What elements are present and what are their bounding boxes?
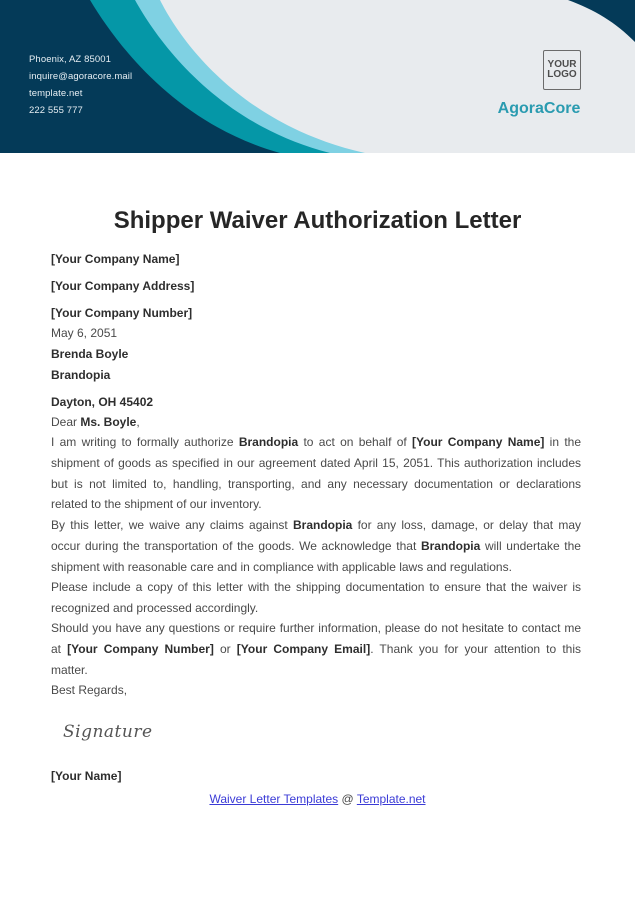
text: to act on behalf of	[298, 435, 412, 449]
text: will undertake the shipment with reasonable care and in compliance with applicable laws and regulations.	[51, 538, 581, 574]
logo-placeholder	[543, 50, 581, 90]
text: I am writing to formally authorize	[51, 435, 239, 449]
paragraph-instructions: Please include a copy of this letter with the shipping documentation to ensure that the waiver is recognized and processed accordingly.	[51, 580, 581, 615]
brand-name: AgoraCore	[497, 100, 581, 117]
footer-separator: @	[338, 792, 357, 806]
letter-title: Shipper Waiver Authorization Letter	[113, 207, 522, 234]
letterhead	[0, 0, 635, 153]
text-bold: Brandopia	[292, 518, 353, 532]
salutation-name: Ms. Boyle	[80, 415, 137, 429]
recipient-name: Brenda Boyle	[51, 347, 129, 361]
contact-email: inquire@agoracore.mail	[29, 71, 133, 82]
logo-text-line1: YOUR	[547, 58, 577, 70]
text: for any loss, damage, or delay that may occur during the transportation of the goods. We acknowledge that	[51, 518, 581, 553]
text-bold: [Your Company Number]	[67, 641, 214, 656]
text-bold: [Your Company Email]	[236, 641, 371, 656]
recipient-city: Dayton, OH 45402	[51, 395, 154, 409]
text: Should you have any questions or require further information, please do not hesitate to contact me at	[51, 621, 581, 656]
text: or	[213, 641, 237, 656]
text-bold: Brandopia	[238, 435, 299, 449]
logo-text-line2: LOGO	[547, 69, 577, 80]
paragraph-contact	[51, 618, 581, 680]
text-bold: Brandopia	[420, 538, 481, 553]
paragraph-waiver	[51, 515, 581, 577]
salutation	[51, 415, 140, 429]
contact-address: Phoenix, AZ 85001	[29, 54, 111, 65]
sender-company-address: [Your Company Address]	[51, 279, 195, 293]
waiver-templates-link[interactable]: Waiver Letter Templates	[209, 792, 339, 806]
contact-info	[29, 53, 132, 121]
signature: Signature	[63, 722, 153, 742]
sender-company-number: [Your Company Number]	[51, 306, 193, 320]
recipient-company: Brandopia	[51, 368, 111, 382]
letter-date: May 6, 2051	[51, 326, 118, 340]
salutation-suffix: ,	[136, 415, 140, 429]
sender-company-name: [Your Company Name]	[51, 252, 180, 266]
contact-website: template.net	[29, 88, 83, 99]
footer-attribution	[0, 792, 635, 806]
text-bold: [Your Company Name]	[412, 435, 545, 449]
closing: Best Regards,	[51, 683, 128, 697]
text: . Thank you for your attention to this matter.	[51, 641, 581, 677]
contact-phone: 222 555 777	[29, 105, 83, 116]
text: By this letter, we waive any claims against	[51, 518, 293, 532]
salutation-prefix: Dear	[51, 415, 81, 429]
template-net-link[interactable]: Template.net	[356, 792, 426, 806]
text: in the shipment of goods as specified in our agreement dated April 15, 2051. This authorization includes but is not limited to, handling, transporting, and any necessary documentation or declarations related to the shipment of our inventory.	[51, 435, 581, 512]
signer-name: [Your Name]	[51, 769, 122, 783]
paragraph-authorization	[51, 432, 581, 515]
